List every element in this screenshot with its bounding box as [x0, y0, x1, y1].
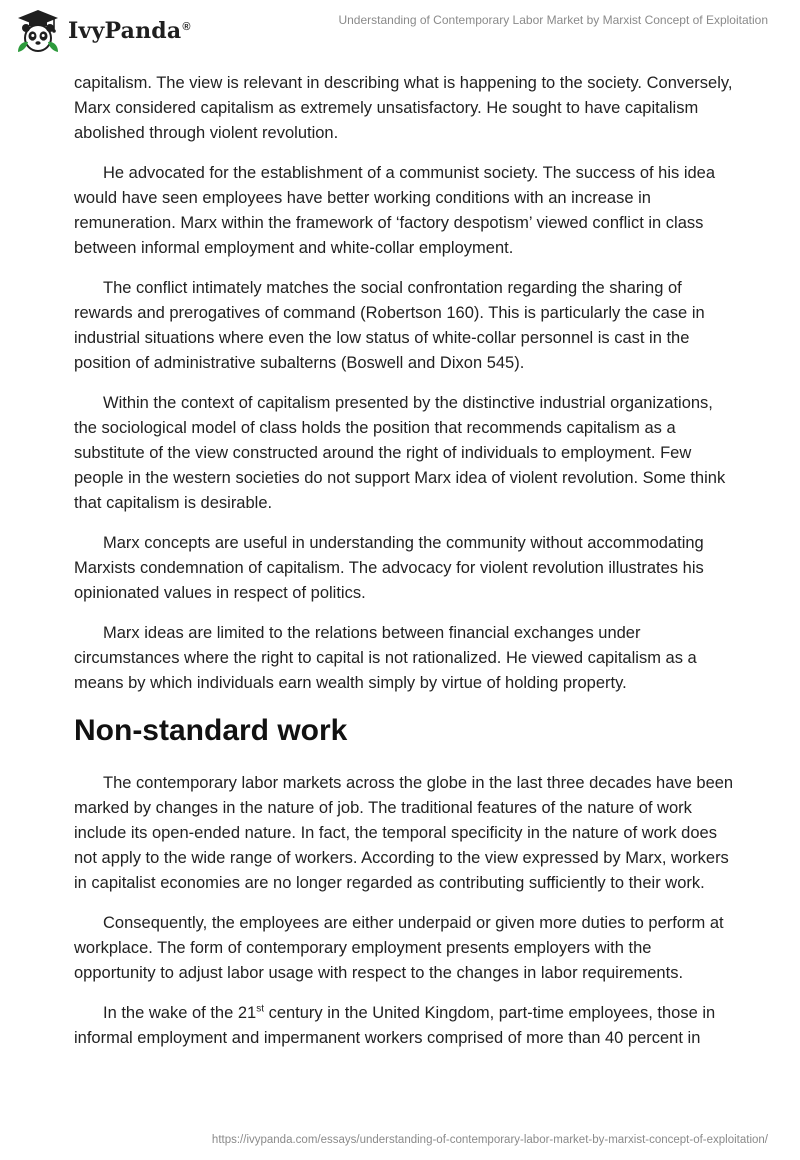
paragraph: Marx ideas are limited to the relations between financial exchanges under circumstances where the right to capital is not rationalized. He viewed capitalism as a means by which individuals earn wealth simply by virtue of holding property.	[74, 624, 697, 692]
section-heading: Non-standard work	[74, 714, 348, 747]
essay-content	[74, 71, 734, 1066]
document-title: Understanding of Contemporary Labor Market by Marxist Concept of Exploitation	[338, 13, 768, 27]
paragraph: Within the context of capitalism presented by the distinctive industrial organizations, the sociological model of class holds the position that recommends capitalism as a substitute of the view constructed around the right of individuals to employment. Few people in the western societies do not support Marx idea of violent revolution. Some think that capitalism is desirable.	[74, 394, 726, 512]
ordinal-suffix: st	[256, 1003, 264, 1015]
paragraph: The conflict intimately matches the social confrontation regarding the sharing of rewards and prerogatives of command (Robertson 160). This is particularly the case in industrial situations where even the low status of white-collar personnel is cast in the position of administrative subalterns (Boswell and Dixon 545).	[74, 279, 705, 372]
panda-graduate-icon	[14, 8, 62, 54]
paragraph: Consequently, the employees are either underpaid or given more duties to perform at workplace. The form of contemporary employment presents employers with the opportunity to adjust labor usage with respect to the changes in labor requirements.	[74, 914, 724, 982]
paragraph: Marx concepts are useful in understanding the community without accommodating Marxists condemnation of capitalism. The advocacy for violent revolution illustrates his opinionated values in respect of politics.	[74, 534, 704, 602]
source-url[interactable]: https://ivypanda.com/essays/understanding-of-contemporary-labor-market-by-marxist-concept-of-exploitation/	[211, 1134, 768, 1146]
paragraph	[74, 1001, 734, 1051]
paragraph: capitalism. The view is relevant in describing what is happening to the society. Conversely, Marx considered capitalism as extremely unsatisfactory. He sought to have capitalism abolished through violent revolution.	[74, 74, 733, 142]
logo-text: IvyPanda®	[68, 18, 191, 44]
paragraph-text: century in the United Kingdom, part-time employees, those in informal employment and impermanent workers comprised of more than 40 percent in	[74, 1004, 716, 1047]
paragraph-text: In the wake of the 21	[103, 1004, 257, 1022]
paragraph: The contemporary labor markets across the globe in the last three decades have been marked by changes in the nature of job. The traditional features of the nature of work include its open-ended nature. In fact, the temporal specificity in the nature of work does not apply to the wide range of workers. According to the view expressed by Marx, workers in capitalist economies are no longer regarded as contributing sufficiently to their work.	[74, 774, 734, 892]
paragraph: He advocated for the establishment of a communist society. The success of his idea would have seen employees have better working conditions with an increase in remuneration. Marx within the framework of ‘factory despotism’ viewed conflict in class between informal employment and white-collar employment.	[74, 164, 716, 257]
page-header	[0, 0, 800, 62]
ivypanda-logo[interactable]	[14, 8, 191, 54]
